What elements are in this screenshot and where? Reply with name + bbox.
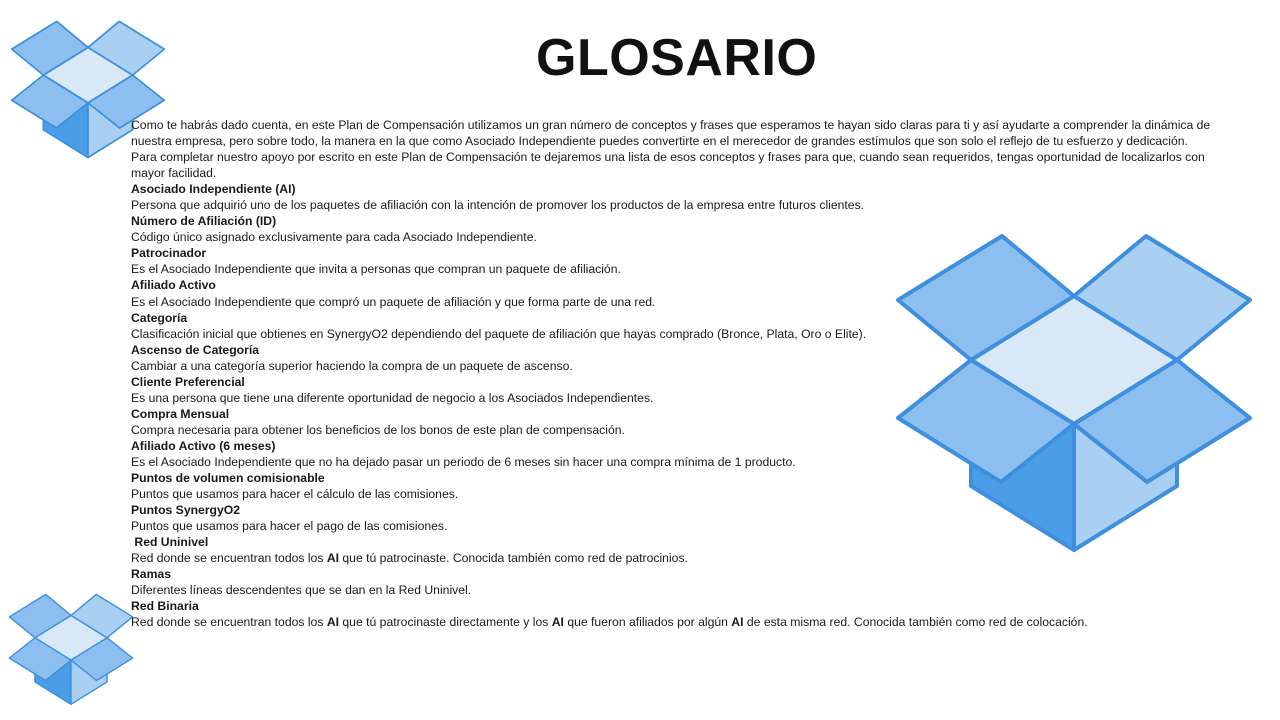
- glossary-term: Número de Afiliación (ID): [131, 214, 277, 229]
- glossary-definition: Persona que adquirió uno de los paquetes de afiliación con la intención de promover los productos de la empresa entre futuros clientes.: [131, 198, 865, 213]
- glossary-term: Cliente Preferencial: [131, 374, 245, 389]
- glossary-definition: Código único asignado exclusivamente para cada Asociado Independiente.: [131, 230, 537, 245]
- intro-paragraph: Como te habrás dado cuenta, en este Plan de Compensación utilizamos un gran número de conceptos y frases que esperamos te hayan sido claras para ti y así ayudarte a comprender la dinámica de nuestra empresa, pero sobre todo, la manera en la que como Asociado Independiente puedes convertirte en el merecedor de grandes estímulos que son solo el reflejo de tu esfuerzo y dedicación.: [131, 118, 1211, 149]
- glossary-term: Red Binaria: [131, 599, 199, 614]
- glossary-definition: Compra necesaria para obtener los beneficios de los bonos de este plan de compensación.: [131, 422, 625, 437]
- glossary-term: Ascenso de Categoría: [131, 342, 260, 357]
- glossary-definition: Es una persona que tiene una diferente oportunidad de negocio a los Asociados Independientes.: [131, 390, 654, 405]
- glossary-term: Puntos de volumen comisionable: [131, 471, 325, 486]
- glossary-term: Red Uninivel: [131, 535, 209, 550]
- glossary-term: Asociado Independiente (AI): [131, 182, 296, 197]
- glossary-definition: Red donde se encuentran todos los AI que tú patrocinaste directamente y los AI que fueron afiliados por algún AI de esta misma red. Conocida también como red de colocación.: [131, 615, 1088, 630]
- page-title: GLOSARIO: [536, 29, 818, 87]
- glossary-term: Puntos SynergyO2: [131, 503, 241, 518]
- glossary-definition: Es el Asociado Independiente que invita a personas que compran un paquete de afiliación.: [131, 262, 621, 277]
- glossary-definition: Clasificación inicial que obtienes en SynergyO2 dependiendo del paquete de afiliación que hayas comprado (Bronce, Plata, Oro o Elite).: [131, 326, 867, 341]
- glossary-term: Patrocinador: [131, 246, 207, 261]
- glossary-term: Compra Mensual: [131, 406, 230, 421]
- glossary-term: Afiliado Activo (6 meses): [131, 438, 276, 453]
- open-box-icon: [8, 592, 134, 706]
- glossary-definition: Diferentes líneas descendentes que se dan en la Red Uninivel.: [131, 583, 472, 598]
- glossary-definition: Puntos que usamos para hacer el pago de las comisiones.: [131, 519, 448, 534]
- glossary-definition: Es el Asociado Independiente que no ha dejado pasar un periodo de 6 meses sin hacer una compra mínima de 1 producto.: [131, 454, 796, 469]
- glossary-definition: Puntos que usamos para hacer el cálculo de las comisiones.: [131, 487, 459, 502]
- glossary-term: Afiliado Activo: [131, 278, 216, 293]
- intro-paragraph: Para completar nuestro apoyo por escrito en este Plan de Compensación te dejaremos una lista de esos conceptos y frases para que, cuando sean requeridos, tengas oportunidad de localizarlos con mayor facilidad.: [131, 150, 1205, 181]
- glossary-definition: Es el Asociado Independiente que compró un paquete de afiliación y que forma parte de una red.: [131, 294, 656, 309]
- glossary-term: Ramas: [131, 567, 171, 582]
- glossary-body: [131, 117, 1236, 631]
- glossary-definition: Red donde se encuentran todos los AI que tú patrocinaste. Conocida también como red de patrocinios.: [131, 551, 688, 566]
- glossary-term: Categoría: [131, 310, 188, 325]
- glossary-definition: Cambiar a una categoría superior haciendo la compra de un paquete de ascenso.: [131, 358, 573, 373]
